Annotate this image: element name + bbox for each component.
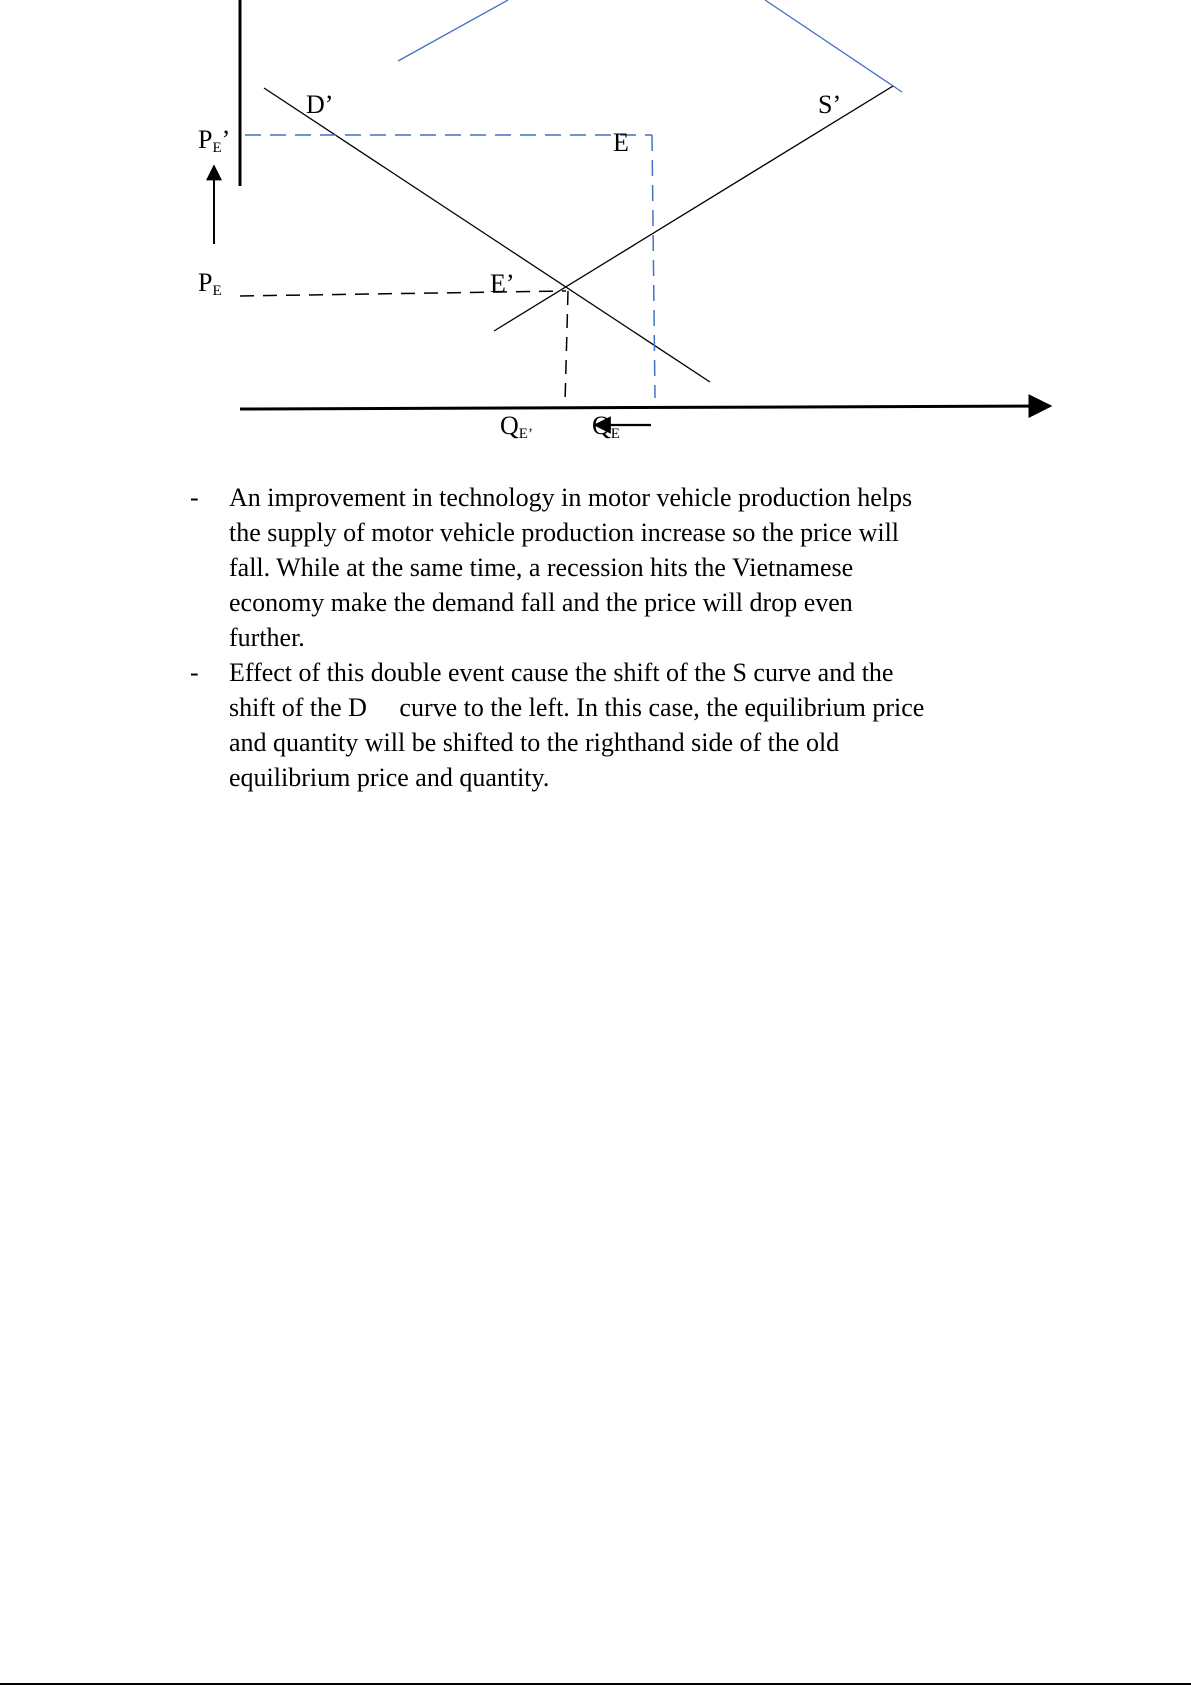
label-qe-main: Q xyxy=(592,411,611,440)
label-pe-prime xyxy=(198,125,230,156)
new-price-guide xyxy=(240,291,566,296)
label-qe-prime-sub: E’ xyxy=(518,426,533,442)
supply-demand-diagram xyxy=(0,0,1191,460)
label-pe-sub: E xyxy=(212,283,222,299)
demand-curve-d-prime xyxy=(264,88,710,382)
explanation-item xyxy=(190,480,930,655)
bullet-dash: - xyxy=(190,658,199,687)
old-demand-curve-fragment xyxy=(398,0,508,61)
label-pe-prime-mark: ’ xyxy=(221,125,231,154)
label-qe-prime-main: Q xyxy=(500,411,519,440)
bullet-dash: - xyxy=(190,483,199,512)
explanation-text: An improvement in technology in motor vehicle production helps the supply of motor vehicle production increase so the price will fall. While at the same time, a recession hits the Vietnamese economy make the demand fall and the price will drop even further. xyxy=(229,483,913,652)
explanation-text: Effect of this double event cause the shift of the S curve and the shift of the D curve to the left. In this case, the equilibrium price and quantity will be shifted to the righthand side of the old equilibrium price and quantity. xyxy=(229,658,931,792)
label-s-prime: S’ xyxy=(818,90,842,119)
label-qe-prime xyxy=(500,411,533,442)
label-pe-prime-sub: E xyxy=(212,140,222,156)
new-quantity-guide xyxy=(565,291,568,403)
explanation-list xyxy=(190,480,930,795)
old-quantity-guide xyxy=(652,135,655,398)
explanation-item xyxy=(190,655,930,795)
label-pe xyxy=(198,268,222,299)
label-e-prime: E’ xyxy=(490,269,515,298)
supply-curve-s-prime xyxy=(494,86,893,331)
label-d-prime: D’ xyxy=(306,90,334,119)
label-qe-sub: E xyxy=(610,426,620,442)
label-qe xyxy=(592,411,620,442)
label-pe-prime-main: P xyxy=(198,125,213,154)
quantity-axis xyxy=(240,406,1050,409)
old-supply-curve-fragment xyxy=(765,0,902,92)
label-pe-main: P xyxy=(198,268,213,297)
label-e: E xyxy=(613,128,629,157)
